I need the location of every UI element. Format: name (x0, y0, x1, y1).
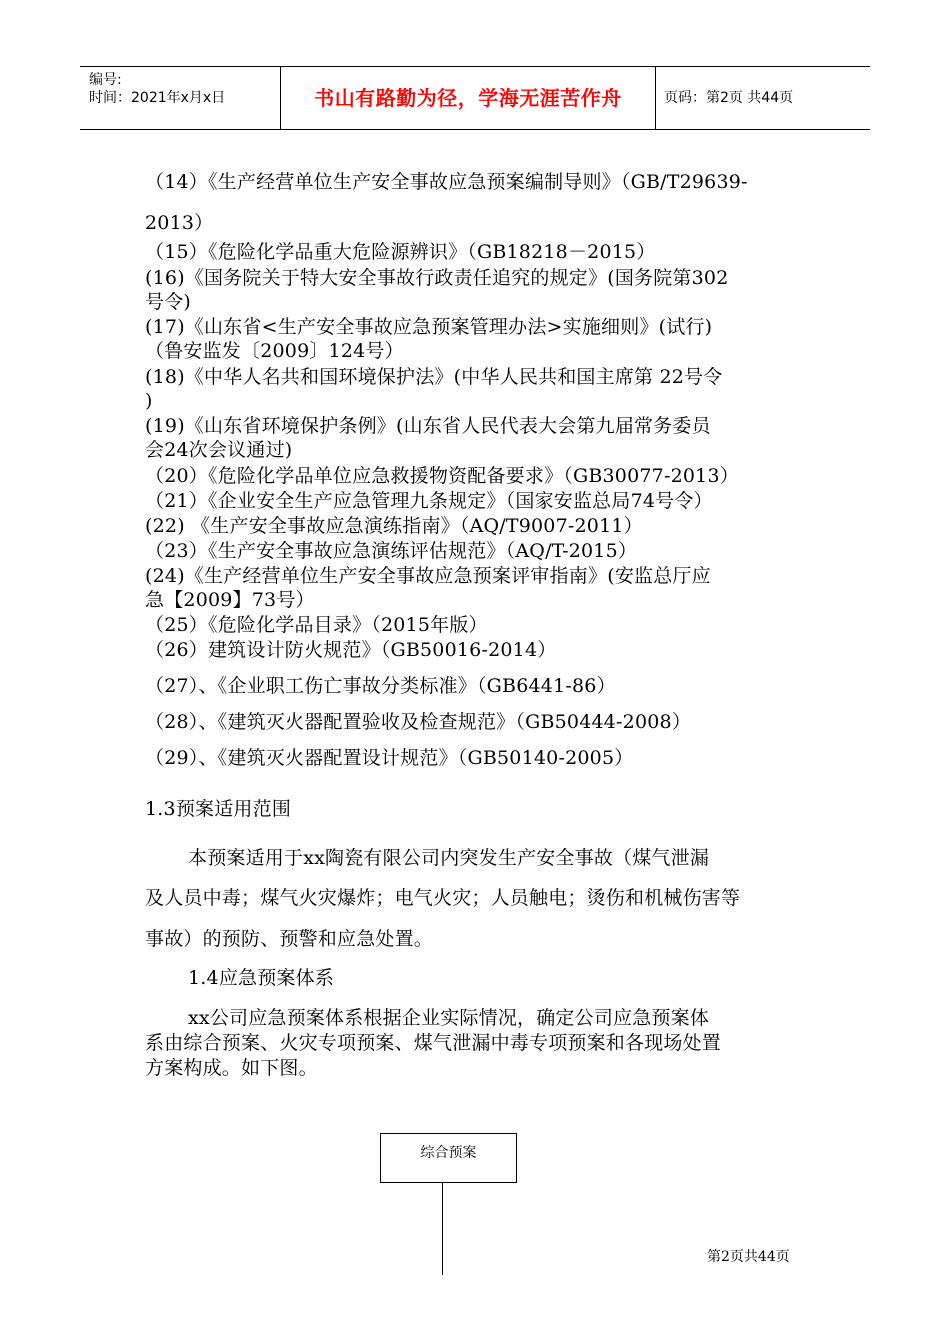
date-label: 时间：2021年x月x日 (89, 90, 226, 106)
header-page-number: 页码：第2页 共44页 (664, 90, 794, 106)
page-header (80, 66, 870, 130)
section-14-paragraph-line: 系由综合预案、火灾专项预案、煤气泄漏中毒专项预案和各现场处置 (145, 1032, 722, 1054)
reference-line: （15）《危险化学品重大危险源辨识》（GB18218－2015） (145, 241, 656, 263)
header-motto-cell (280, 67, 656, 129)
serial-label: 编号: (89, 72, 122, 88)
reference-line: （20）《危险化学品单位应急救援物资配备要求》（GB30077-2013） (145, 465, 739, 487)
section-13-paragraph-line: 事故）的预防、预警和应急处置。 (145, 928, 434, 950)
reference-line: ) (145, 390, 153, 412)
reference-line: （27）、《企业职工伤亡事故分类标准》（GB6441-86） (145, 675, 616, 697)
reference-line: （鲁安监发〔2009〕124号） (145, 340, 404, 362)
reference-line: 会24次会议通过) (145, 439, 293, 461)
reference-line: (22) 《生产安全事故应急演练指南》（AQ/T9007-2011） (145, 515, 643, 537)
flow-connector-line (442, 1183, 443, 1275)
reference-line: (18)《中华人名共和国环境保护法》(中华人民共和国主席第 22号令 (145, 366, 723, 388)
reference-line: (19)《山东省环境保护条例》(山东省人民代表大会第九届常务委员 (145, 415, 711, 437)
reference-line: 急【2009】73号） (145, 589, 315, 611)
reference-line: 2013） (145, 212, 214, 234)
comprehensive-plan-box: 综合预案 (380, 1133, 517, 1183)
reference-line: 号令) (145, 291, 192, 313)
reference-line: （23）《生产安全事故应急演练评估规范》（AQ/T-2015） (145, 540, 638, 562)
section-14-heading: 1.4应急预案体系 (188, 967, 335, 989)
section-14-paragraph-line: 方案构成。如下图。 (145, 1057, 318, 1079)
reference-line: （28）、《建筑灭火器配置验收及检查规范》（GB50444-2008） (145, 711, 692, 733)
header-motto: 书山有路勤为径，学海无涯苦作舟 (314, 86, 622, 110)
footer-page-number: 第2页共44页 (707, 1249, 790, 1265)
reference-line: (24)《生产经营单位生产安全事故应急预案评审指南》(安监总厅应 (145, 565, 711, 587)
reference-line: （14）《生产经营单位生产安全事故应急预案编制导则》（GB/T29639- (145, 171, 748, 193)
header-page-cell (655, 67, 870, 129)
reference-line: （25）《危险化学品目录》（2015年版） (145, 614, 488, 636)
section-14-paragraph-line: xx公司应急预案体系根据企业实际情况，确定公司应急预案体 (188, 1007, 710, 1029)
section-13-heading: 1.3预案适用范围 (145, 798, 292, 820)
header-meta-cell (80, 67, 280, 129)
section-13-paragraph-line: 及人员中毒；煤气火灾爆炸；电气火灾；人员触电；烫伤和机械伤害等 (145, 887, 741, 909)
reference-line: (16)《国务院关于特大安全事故行政责任追究的规定》(国务院第302 (145, 267, 729, 289)
reference-line: （26）建筑设计防火规范》（GB50016-2014） (145, 639, 557, 661)
reference-line: (17)《山东省<生产安全事故应急预案管理办法>实施细则》(试行) (145, 316, 713, 338)
reference-line: （21）《企业安全生产应急管理九条规定》（国家安监总局74号令） (145, 490, 713, 512)
reference-line: （29）、《建筑灭火器配置设计规范》（GB50140-2005） (145, 747, 634, 769)
section-13-paragraph-line: 本预案适用于xx陶瓷有限公司内突发生产安全事故（煤气泄漏 (188, 847, 710, 869)
